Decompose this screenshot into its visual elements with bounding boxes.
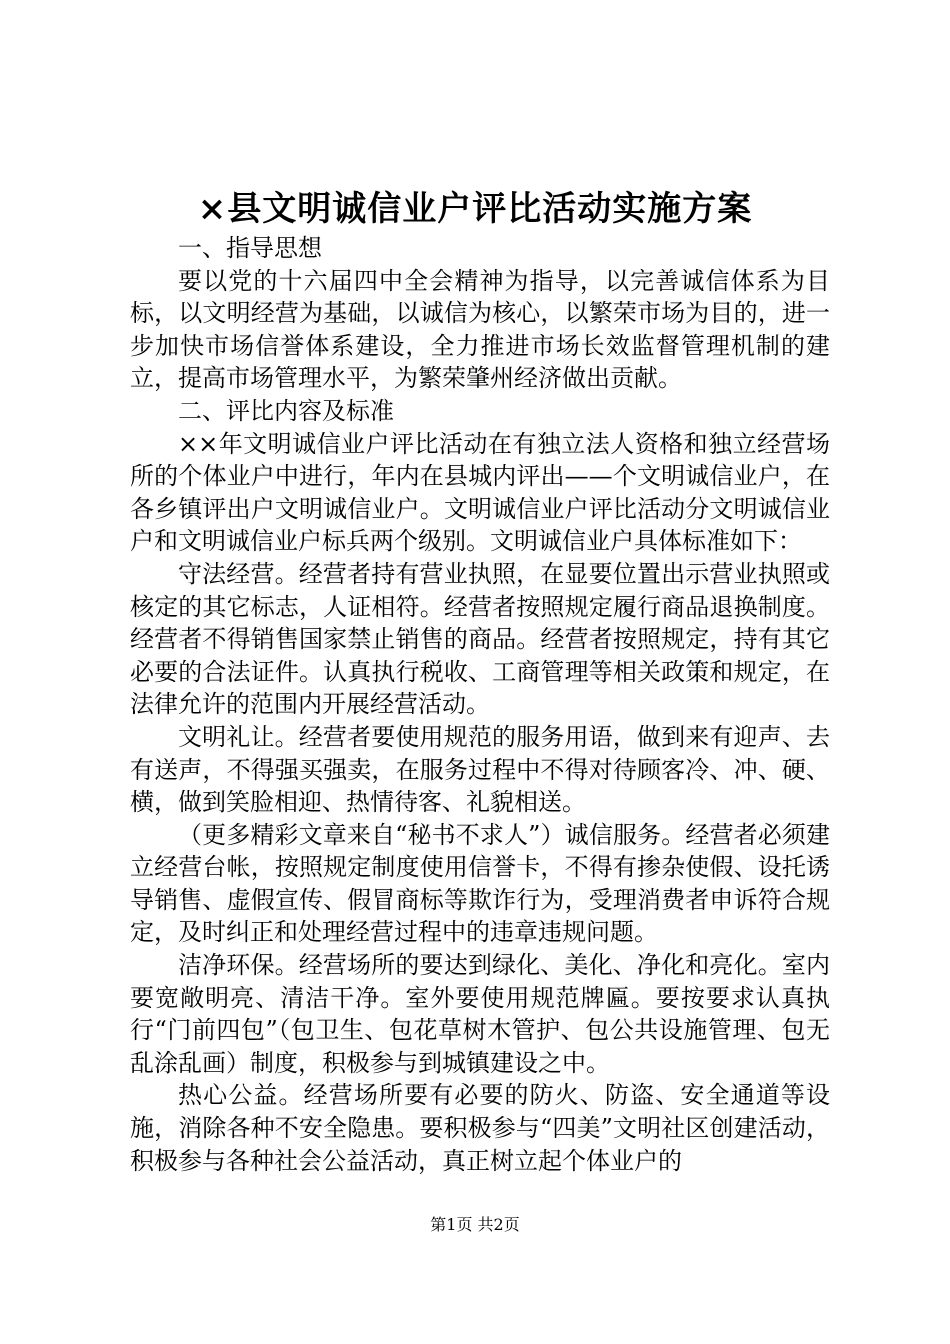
paragraph: 热心公益。经营场所要有必要的防火、防盗、安全通道等设施，消除各种不安全隐患。要积极参与“四美”文明社区创建活动，积极参与各种社会公益活动，真正树立起个体业户的 [130,1081,830,1175]
paragraph: 洁净环保。经营场所的要达到绿化、美化、净化和亮化。室内要宽敞明亮、清洁干净。室外要使用规范牌匾。要按要求认真执行“门前四包”（包卫生、包花草树木管护、包公共设施管理、包无乱涂乱画）制度，积极参与到城镇建设之中。 [130,951,830,1077]
paragraph: 守法经营。经营者持有营业执照，在显要位置出示营业执照或核定的其它标志，人证相符。经营者按照规定履行商品退换制度。经营者不得销售国家禁止销售的商品。经营者按照规定，持有其它必要的合法证件。认真执行税收、工商管理等相关政策和规定，在法律允许的范围内开展经营活动。 [130,559,830,719]
document-title: ×县文明诚信业户评比活动实施方案 [197,189,753,229]
paragraph: 要以党的十六届四中全会精神为指导，以完善诚信体系为目标，以文明经营为基础，以诚信为核心，以繁荣市场为目的，进一步加快市场信誉体系建设，全力推进市场长效监督管理机制的建立，提高市场管理水平，为繁荣肇州经济做出贡献。 [130,266,830,393]
paragraph: ××年文明诚信业户评比活动在有独立法人资格和独立经营场所的个体业户中进行，年内在县城内评出——个文明诚信业户，在各乡镇评出户文明诚信业户。文明诚信业户评比活动分文明诚信业户和文明诚信业户标兵两个级别。文明诚信业户具体标准如下： [130,429,830,556]
section-heading: 一、指导思想 [178,234,322,262]
section-heading: 二、评比内容及标准 [178,396,394,425]
page-footer: 第1页 共2页 [430,1215,520,1234]
document-body [130,232,830,1177]
paragraph: （更多精彩文章来自“秘书不求人”）诚信服务。经营者必须建立经营台帐，按照规定制度使用信誉卡，不得有掺杂使假、设托诱导销售、虚假宣传、假冒商标等欺诈行为，受理消费者申诉符合规定，及时纠正和处理经营过程中的违章违规问题。 [130,820,830,947]
paragraph: 文明礼让。经营者要使用规范的服务用语，做到来有迎声、去有送声，不得强买强卖，在服务过程中不得对待顾客冷、冲、硬、横，做到笑脸相迎、热情待客、礼貌相送。 [130,722,830,817]
